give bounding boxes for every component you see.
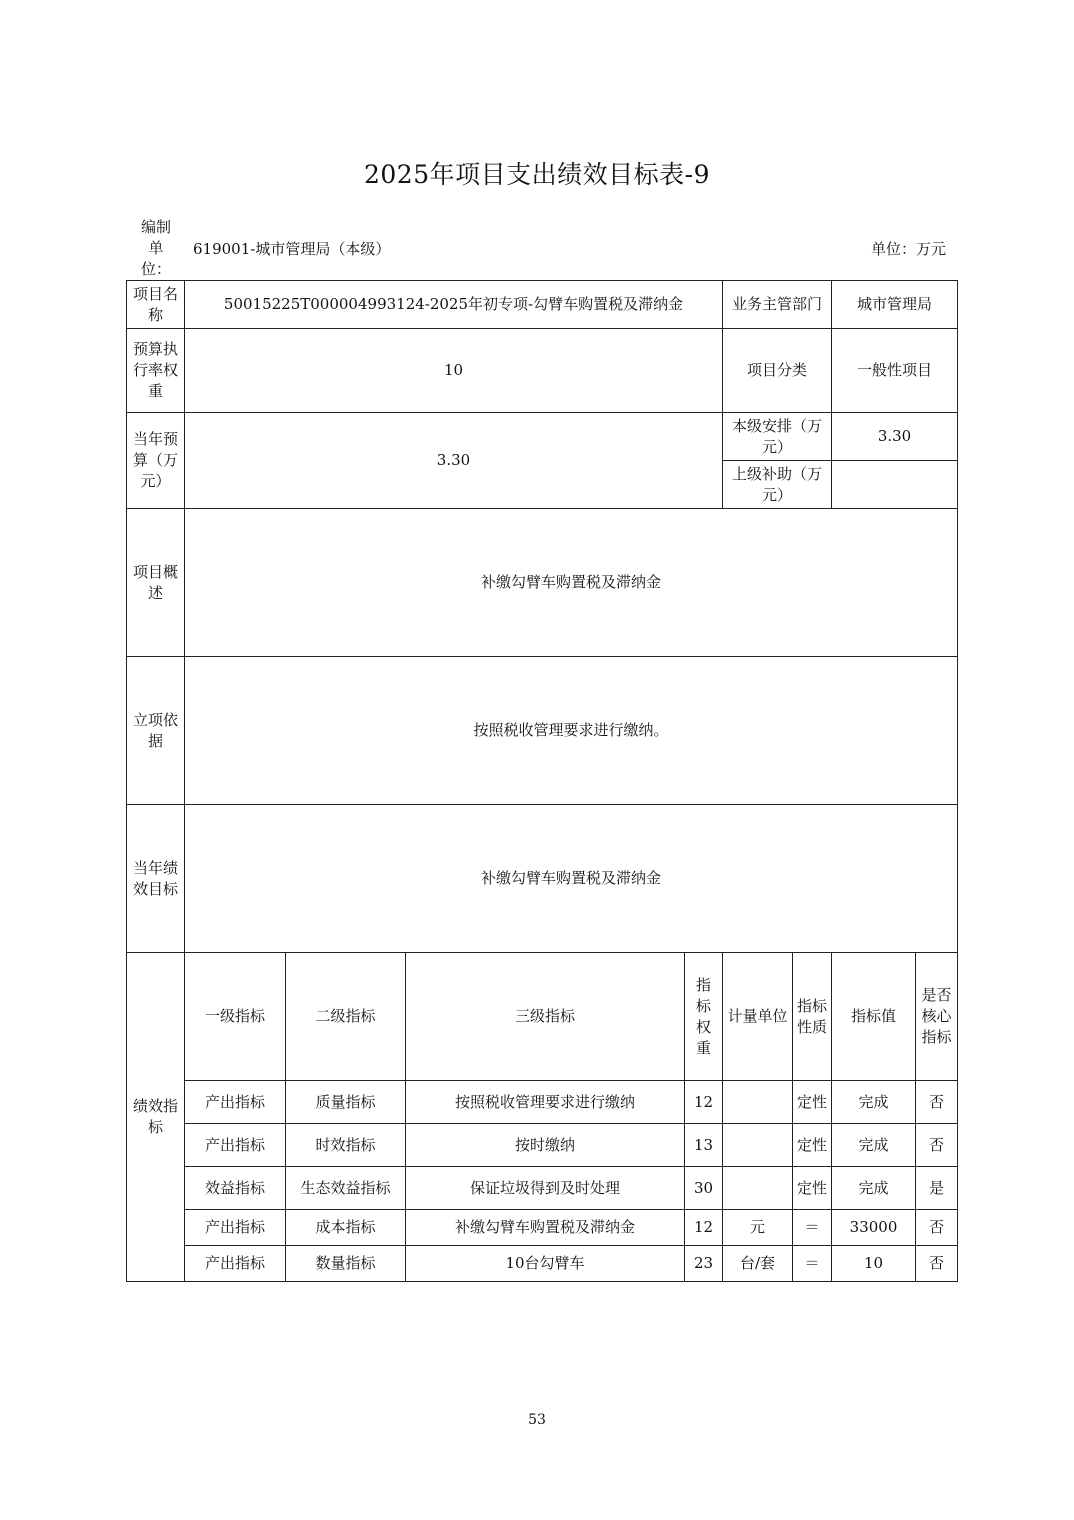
row-level1: 效益指标 [185,1167,286,1210]
row-weight: 13 [685,1124,723,1167]
row-level2: 数量指标 [286,1246,406,1282]
row-value: 10 [832,1246,916,1282]
row-unit [723,1081,793,1124]
project-name-value: 50015225T000004993124-2025年初专项-勾臂车购置税及滞纳金 [185,281,723,329]
row-nature: 定性 [793,1124,832,1167]
dept-label: 业务主管部门 [723,281,832,329]
budget-label: 当年预算（万元） [127,413,185,509]
header-value: 指标值 [832,953,916,1081]
row-level2: 时效指标 [286,1124,406,1167]
table-row [127,1167,958,1210]
currency-unit: 单位：万元 [870,240,946,258]
budget-value: 3.30 [185,413,723,509]
row-weight: 12 [685,1210,723,1246]
header-core: 是否核心指标 [916,953,958,1081]
header-level3: 三级指标 [406,953,685,1081]
row-level1: 产出指标 [185,1124,286,1167]
performance-table [126,280,958,1282]
subsidy-label: 上级补助（万元） [723,461,832,509]
row-nature: 定性 [793,1081,832,1124]
row-nature: 定性 [793,1167,832,1210]
org-name: 619001-城市管理局（本级） [193,240,391,258]
row-level2: 成本指标 [286,1210,406,1246]
basis-row [127,657,958,805]
row-core: 是 [916,1167,958,1210]
indicators-label: 绩效指标 [127,953,185,1282]
basis-value: 按照税收管理要求进行缴纳。 [185,657,958,805]
table-row [127,1081,958,1124]
row-level1: 产出指标 [185,1246,286,1282]
row-level1: 产出指标 [185,1081,286,1124]
row-unit: 台/套 [723,1246,793,1282]
indicator-header-row [127,953,958,1081]
category-label: 项目分类 [723,329,832,413]
project-name-row [127,281,958,329]
org-label [132,217,180,280]
header-weight: 指标权重 [685,953,723,1081]
summary-row [127,509,958,657]
header-level1: 一级指标 [185,953,286,1081]
summary-value: 补缴勾臂车购置税及滞纳金 [185,509,958,657]
goal-value: 补缴勾臂车购置税及滞纳金 [185,805,958,953]
org-label-line: 单 [148,239,164,257]
row-core: 否 [916,1081,958,1124]
rate-value: 10 [185,329,723,413]
table-row [127,1246,958,1282]
row-value: 完成 [832,1124,916,1167]
row-core: 否 [916,1124,958,1167]
row-level3: 补缴勾臂车购置税及滞纳金 [406,1210,685,1246]
row-value: 完成 [832,1081,916,1124]
row-core: 否 [916,1246,958,1282]
project-name-label: 项目名称 [127,281,185,329]
page-number: 53 [528,1412,546,1428]
own-funds-label: 本级安排（万元） [723,413,832,461]
row-level3: 按照税收管理要求进行缴纳 [406,1081,685,1124]
row-weight: 12 [685,1081,723,1124]
rate-label: 预算执行率权重 [127,329,185,413]
row-unit [723,1124,793,1167]
rate-row [127,329,958,413]
org-label-line: 位： [140,260,171,278]
header-unit: 计量单位 [723,953,793,1081]
row-core: 否 [916,1210,958,1246]
row-level1: 产出指标 [185,1210,286,1246]
row-level3: 10台勾臂车 [406,1246,685,1282]
category-value: 一般性项目 [832,329,958,413]
row-nature: ＝ [793,1246,832,1282]
table-row [127,1210,958,1246]
goal-row [127,805,958,953]
row-level2: 生态效益指标 [286,1167,406,1210]
row-weight: 23 [685,1246,723,1282]
header-nature: 指标性质 [793,953,832,1081]
row-level3: 按时缴纳 [406,1124,685,1167]
row-level2: 质量指标 [286,1081,406,1124]
budget-row [127,413,958,461]
header-level2: 二级指标 [286,953,406,1081]
own-funds-value: 3.30 [832,413,958,461]
page-title: 2025年项目支出绩效目标表-9 [364,160,710,189]
row-unit: 元 [723,1210,793,1246]
row-value: 完成 [832,1167,916,1210]
row-nature: ＝ [793,1210,832,1246]
row-level3: 保证垃圾得到及时处理 [406,1167,685,1210]
org-label-line: 编制 [140,218,171,236]
dept-value: 城市管理局 [832,281,958,329]
goal-label: 当年绩效目标 [127,805,185,953]
row-unit [723,1167,793,1210]
subsidy-value [832,461,958,509]
basis-label: 立项依据 [127,657,185,805]
row-weight: 30 [685,1167,723,1210]
summary-label: 项目概述 [127,509,185,657]
table-row [127,1124,958,1167]
row-value: 33000 [832,1210,916,1246]
